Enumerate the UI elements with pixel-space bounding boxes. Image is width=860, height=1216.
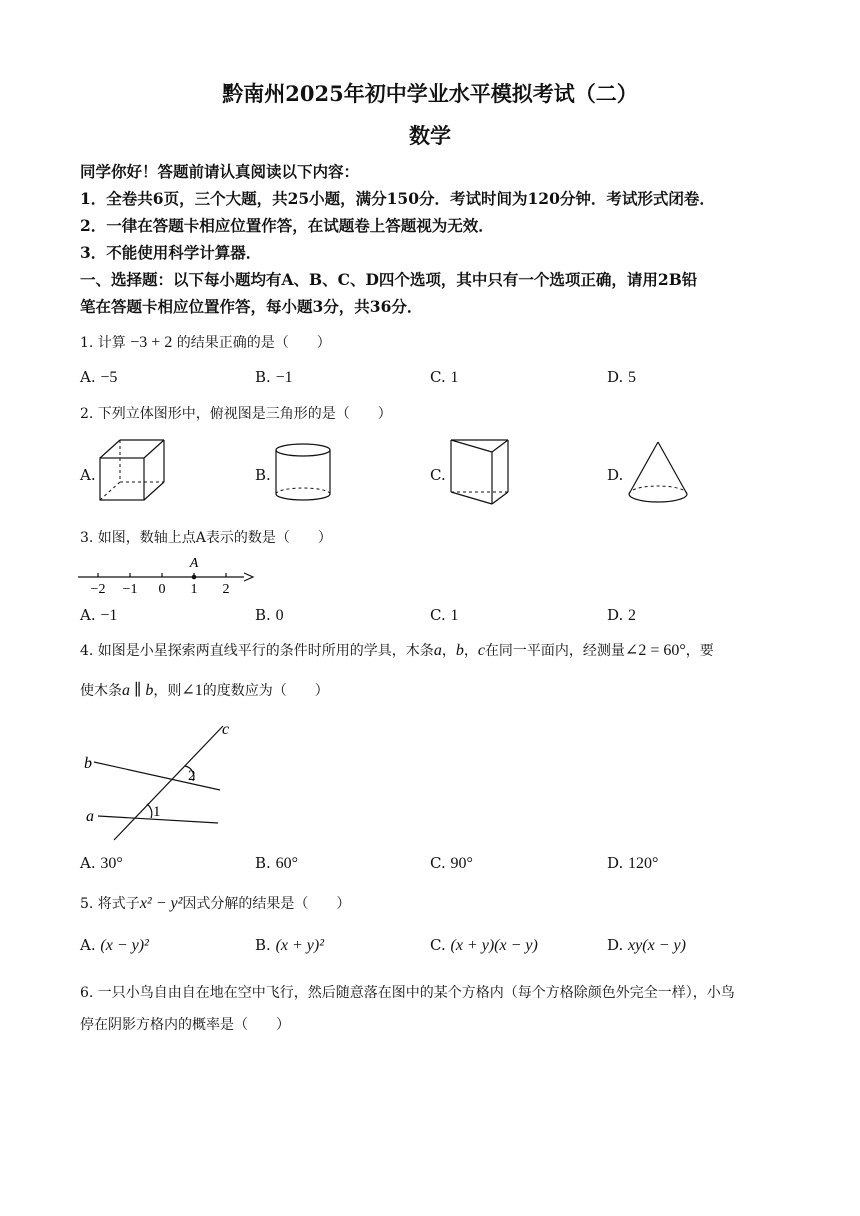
question-6-line-1: 6. 一只小鸟自由自在地在空中飞行，然后随意落在图中的某个方格内（每个方格除颜色外完全一样），小鸟	[80, 985, 735, 1001]
q1-option-d[interactable]: D. 5	[607, 368, 637, 386]
point-a-label: A	[189, 556, 199, 571]
q4-option-a[interactable]: A. 30°	[80, 854, 123, 872]
number-line-tick-label: −1	[122, 582, 138, 597]
q2-cone-figure	[626, 440, 690, 508]
question-1-expression: −3 + 2	[130, 334, 173, 351]
exam-title: 黔南州2025年初中学业水平模拟考试（二）	[222, 81, 638, 106]
line-b	[94, 762, 220, 790]
q2-option-c-label[interactable]: C.	[430, 466, 446, 484]
q5-option-b[interactable]: B. (x + y)²	[255, 936, 325, 954]
question-5-expression: x² − y²	[139, 895, 183, 912]
label-angle-2: 2	[188, 768, 196, 784]
q4-option-c[interactable]: C. 90°	[430, 854, 473, 872]
var-a: a	[433, 642, 442, 659]
question-4-line-2: 使木条a ∥ b，则∠1的度数应为（ ）	[80, 682, 329, 699]
var-b: b	[455, 642, 464, 659]
q3-option-b[interactable]: B. 0	[255, 606, 284, 624]
number-line-tick-label: 0	[158, 582, 166, 597]
question-1-prefix: 1. 计算	[80, 335, 126, 351]
question-1-suffix: 的结果正确的是（ ）	[176, 335, 331, 351]
q1-option-b[interactable]: B. −1	[255, 368, 293, 386]
q5-option-c[interactable]: C. (x + y)(x − y)	[430, 936, 538, 954]
label-c: c	[222, 721, 230, 738]
q3-option-a[interactable]: A. −1	[80, 606, 118, 624]
q1-option-c[interactable]: C. 1	[430, 368, 459, 386]
number-line-tick-label: −2	[90, 582, 106, 597]
section-heading-line-1: 一、选择题：以下每小题均有A、B、C、D四个选项，其中只有一个选项正确，请用2B铅	[80, 270, 698, 289]
exam-subject: 数学	[409, 123, 451, 148]
label-b: b	[84, 755, 92, 772]
section-heading-line-2: 笔在答题卡相应位置作答，每小题3分，共36分．	[80, 297, 423, 316]
instructions-greeting: 同学你好！答题前请认真阅读以下内容：	[80, 162, 360, 181]
q4-option-d[interactable]: D. 120°	[607, 854, 659, 872]
var-c: c	[477, 642, 485, 659]
instructions-item-2: 2．一律在答题卡相应位置作答，在试题卷上答题视为无效．	[80, 216, 494, 235]
q2-cube-figure	[98, 438, 168, 504]
q4-option-b[interactable]: B. 60°	[255, 854, 298, 872]
question-1	[80, 332, 331, 352]
parallel-condition: a ∥ b	[122, 682, 154, 699]
q2-cylinder-figure	[272, 442, 334, 504]
question-5: 5. 将式子x² − y²因式分解的结果是（ ）	[80, 895, 351, 912]
q3-number-line-figure	[78, 553, 254, 597]
q5-option-a[interactable]: A. (x − y)²	[80, 936, 149, 954]
instructions-item-3: 3．不能使用科学计算器．	[80, 243, 262, 262]
number-line-tick-label: 1	[190, 582, 198, 597]
q2-triangular-prism-figure	[448, 436, 512, 508]
q3-option-c[interactable]: C. 1	[430, 606, 459, 624]
q3-option-d[interactable]: D. 2	[607, 606, 637, 624]
angle-2-measure: ∠2 = 60°	[624, 642, 686, 659]
label-a: a	[86, 808, 94, 825]
instructions-item-1: 1．全卷共6页，三个大题，共25小题，满分150分．考试时间为120分钟．考试形式闭卷．	[80, 189, 715, 208]
q2-option-b-label[interactable]: B.	[255, 466, 271, 484]
q5-option-d[interactable]: D. xy(x − y)	[607, 936, 686, 954]
question-4-line-1: 4. 如图是小星探索两直线平行的条件时所用的学具，木条a，b，c在同一平面内，经测量∠2 = 60°，要	[80, 642, 714, 659]
number-line-tick-label: 2	[222, 582, 230, 597]
q2-option-d-label[interactable]: D.	[607, 466, 624, 484]
q2-option-a-label[interactable]: A.	[80, 466, 96, 484]
angle-1-symbol: ∠1	[181, 682, 203, 699]
question-6-line-2: 停在阴影方格内的概率是（ ）	[80, 1017, 290, 1033]
question-3: 3. 如图，数轴上点A表示的数是（ ）	[80, 530, 332, 546]
label-angle-1: 1	[153, 804, 161, 820]
q4-parallel-lines-figure	[84, 720, 254, 846]
question-2: 2. 下列立体图形中，俯视图是三角形的是（ ）	[80, 406, 392, 422]
q1-option-a[interactable]: A. −5	[80, 368, 118, 386]
number-line-arrow	[244, 573, 253, 581]
angle-1-arc	[147, 804, 152, 818]
